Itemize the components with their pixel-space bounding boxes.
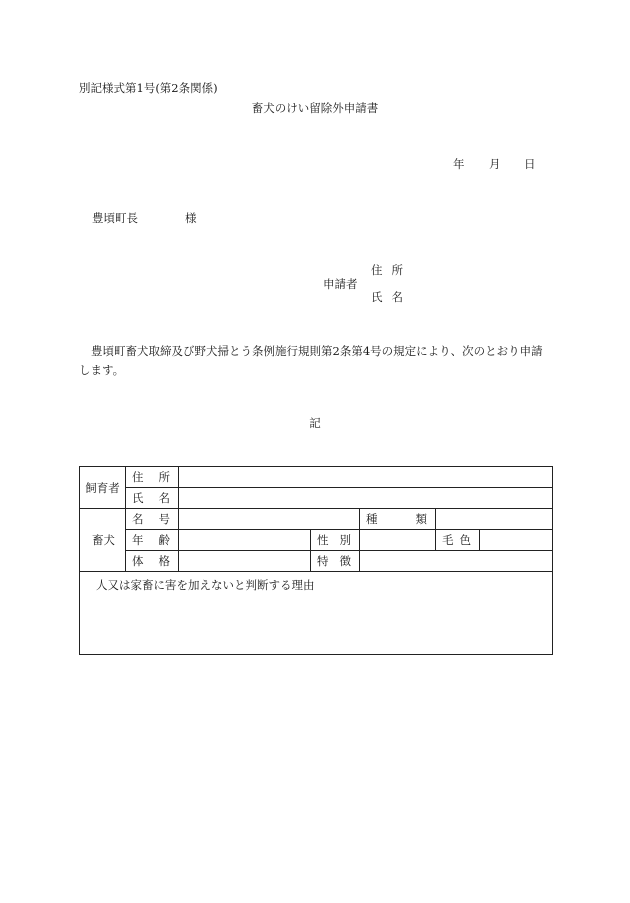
owner-address-label: 住所	[126, 467, 179, 488]
applicant-name-label: 氏名	[371, 290, 412, 304]
owner-name-field[interactable]	[179, 488, 553, 509]
color-label: 毛色	[436, 530, 480, 551]
dog-group-label: 畜犬	[80, 509, 126, 572]
dog-name-field[interactable]	[179, 509, 360, 530]
addressee-suffix: 様	[185, 211, 197, 225]
date-year: 年	[453, 157, 465, 171]
features-label: 特徴	[311, 551, 360, 572]
date-day: 日	[524, 157, 536, 171]
age-field[interactable]	[179, 530, 311, 551]
application-details-table	[79, 466, 553, 655]
owner-address-field[interactable]	[179, 467, 553, 488]
table-row	[80, 530, 553, 551]
table-row	[80, 572, 553, 655]
document-title: 畜犬のけい留除外申請書	[251, 101, 379, 115]
breed-field[interactable]	[436, 509, 553, 530]
application-statement: 豊頃町畜犬取締及び野犬掃とう条例施行規則第2条第4号の規定により、次のとおり申請します。	[79, 344, 543, 377]
breed-label: 種類	[360, 509, 436, 530]
applicant-address-label: 住所	[371, 263, 412, 277]
table-row	[80, 551, 553, 572]
reason-label: 人又は家畜に害を加えないと判断する理由	[96, 578, 315, 592]
body-label: 体格	[126, 551, 179, 572]
date-month: 月	[489, 157, 501, 171]
table-row	[80, 467, 553, 488]
ki-heading: 記	[309, 416, 321, 430]
table-row	[80, 509, 553, 530]
color-field[interactable]	[480, 530, 553, 551]
reason-field[interactable]	[80, 572, 553, 655]
body-field[interactable]	[179, 551, 311, 572]
age-label: 年齢	[126, 530, 179, 551]
sex-label: 性別	[311, 530, 360, 551]
owner-name-label: 氏名	[126, 488, 179, 509]
applicant-label: 申請者	[323, 277, 358, 291]
form-number: 別記様式第1号(第2条関係)	[79, 81, 218, 95]
dog-name-label: 名号	[126, 509, 179, 530]
sex-field[interactable]	[360, 530, 436, 551]
table-row	[80, 488, 553, 509]
features-field[interactable]	[360, 551, 553, 572]
owner-group-label: 飼育者	[80, 467, 126, 509]
addressee-name: 豊頃町長	[92, 211, 138, 225]
